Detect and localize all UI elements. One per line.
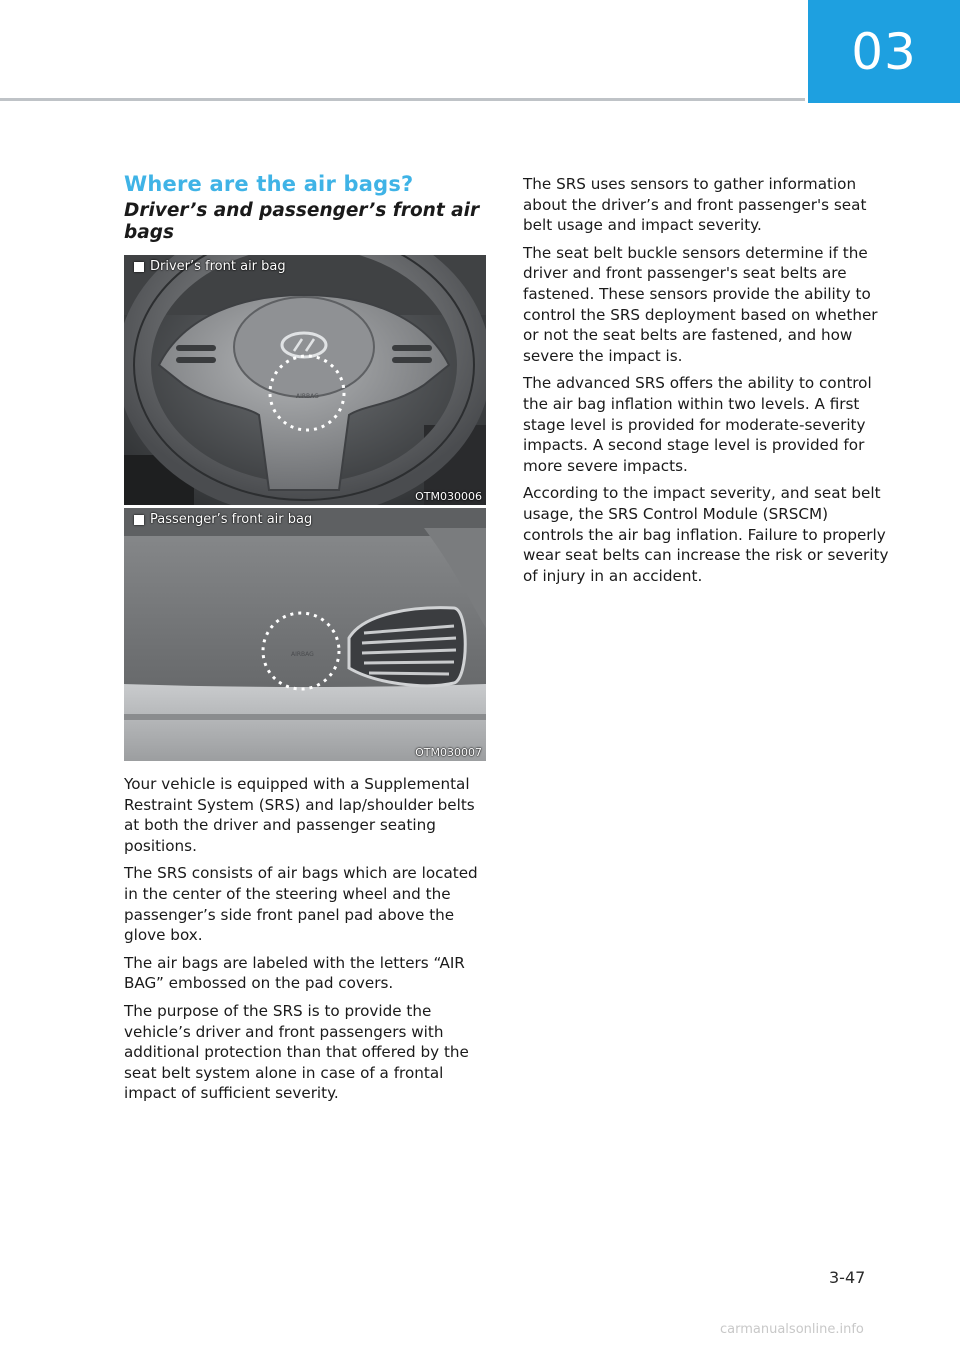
figure-caption [134, 259, 286, 274]
square-bullet-icon [134, 515, 144, 525]
left-column [124, 172, 489, 1111]
paragraph: The air bags are labeled with the letters “AIR BAG” embossed on the pad covers. [124, 953, 465, 993]
figure-code: OTM030006 [415, 490, 482, 503]
dashboard-illustration [124, 508, 486, 761]
airbag-embossed-label: AIRBAG [291, 651, 314, 658]
page-number: 3-47 [829, 1268, 866, 1287]
steering-wheel-illustration [124, 255, 486, 505]
paragraph: The purpose of the SRS is to provide the vehicle’s driver and front passengers with additional protection than that offered by the seat belt system alone in case of a frontal impact of sufficient severity. [124, 1001, 469, 1103]
paragraph: Your vehicle is equipped with a Supplemental Restraint System (SRS) and lap/shoulder belts at both the driver and passenger seating positions. [124, 775, 475, 855]
section-title: Where are the air bags? [124, 172, 414, 196]
paragraph: According to the impact severity, and seat belt usage, the SRS Control Module (SRSCM) controls the air bag inflation. Failure to properly wear seat belts can increase the risk or severity of injury in an accident. [523, 484, 889, 585]
subsection-title: Driver’s and passenger’s front air bags [124, 200, 480, 243]
square-bullet-icon [134, 262, 144, 272]
paragraph: The SRS consists of air bags which are located in the center of the steering wheel and the passenger’s side front panel pad above the glove box. [124, 864, 478, 945]
header-rule [0, 98, 805, 101]
figure-code: OTM030007 [415, 746, 482, 759]
watermark: carmanualsonline.info [720, 1322, 864, 1337]
figure-caption-text: Passenger’s front air bag [150, 512, 313, 527]
passenger-airbag-figure [124, 508, 486, 761]
figure-caption-text: Driver’s front air bag [150, 259, 286, 274]
paragraph: The advanced SRS offers the ability to control the air bag inflation within two levels. A first stage level is provided for moderate-severity impacts. A second stage level is provided for more severe impacts. [523, 374, 872, 475]
right-column [523, 174, 893, 593]
airbag-embossed-label: AIRBAG [296, 393, 319, 400]
paragraph: The seat belt buckle sensors determine if the driver and front passenger's seat belts are fastened. These sensors provide the ability to control the SRS deployment based on whether or not the seat belts are fastened, and how severe the impact is. [523, 243, 878, 365]
figure-caption [134, 512, 312, 527]
chapter-number: 03 [851, 22, 917, 81]
driver-airbag-figure [124, 255, 486, 505]
paragraph: The SRS uses sensors to gather information about the driver’s and front passenger's seat belt usage and impact severity. [523, 175, 867, 235]
chapter-tab [808, 0, 960, 103]
